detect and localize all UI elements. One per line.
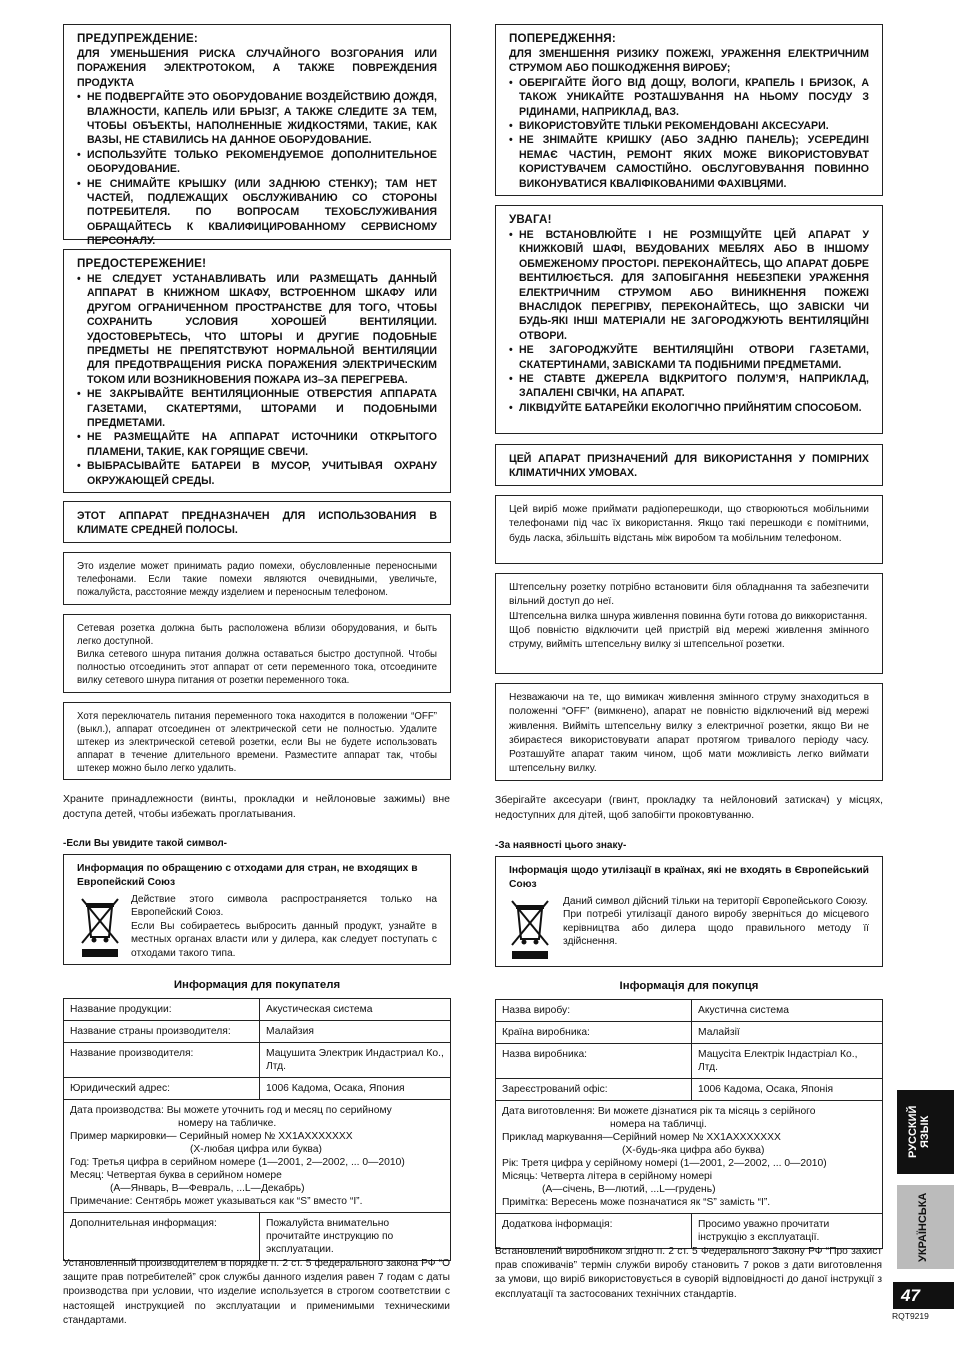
table-cell: 1006 Кадома, Осака, Япония — [260, 1078, 451, 1100]
date-line: (А—Январь, В—Февраль, ...L—Декабрь) — [110, 1183, 305, 1194]
page-number: 47 — [893, 1282, 954, 1309]
ru-warning-intro: ДЛЯ УМЕНЬШЕНИЯ РИСКА СЛУЧАЙНОГО ВОЗГОРАНИЯ ИЛИ ПОРАЖЕНИЯ ЭЛЕКТРОТОКОМ, А ТАКЖЕ ПОВРЕЖДЕНИЯ ПРОДУКТА — [77, 48, 437, 89]
date-line: Месяц: Четвертая буква в серийном номере — [70, 1170, 282, 1181]
date-line: Дата производства: Вы можете уточнить год и месяц по серийному — [70, 1105, 392, 1116]
ru-disposal-box — [63, 854, 451, 965]
date-line: (Х-любая цифра или буква) — [190, 1144, 322, 1155]
document-code: RQT9219 — [892, 1311, 929, 1321]
ua-socket-text-3: Щоб повністю відключити цей пристрій від мережі живлення змінного струму, вийміть штепсельну вилку зі штепсельної розетки. — [509, 624, 869, 651]
crossed-bin-icon — [508, 899, 552, 961]
ru-disposal-line-2: Если Вы собираетесь выбросить данный продукт, узнайте в местных органах власти или у дилера, как следует поступать с отходами такого типа. — [131, 920, 437, 959]
table-cell: Пожалуйста внимательно прочитайте инструкцию по эксплуатации. — [260, 1213, 451, 1261]
date-line: (А—січень, В—лютий, ...L—грудень) — [542, 1184, 716, 1195]
ru-customer-table — [63, 998, 451, 1261]
table-row — [64, 1100, 451, 1213]
ua-socket-text-2: Штепсельна вилка шнура живлення повинна бути готова до виккористання. — [509, 610, 868, 622]
ru-caution-title: ПРЕДОСТЕРЕЖЕНИЕ! — [77, 257, 207, 270]
table-cell: Малайзії — [692, 1022, 883, 1044]
ua-socket-box — [495, 573, 883, 674]
ru-disposal-title: Информация по обращению с отходами для стран, не входящих в Европейский Союз — [77, 863, 418, 888]
date-line: номера на табличці. — [610, 1119, 707, 1130]
language-tab-label: УКРАЇНСЬКА — [917, 1192, 929, 1262]
ru-caution-item: • НЕ ЗАКРЫВАЙТЕ ВЕНТИЛЯЦИОННЫЕ ОТВЕРСТИЯ АППАРАТА ГАЗЕТАМИ, СКАТЕРТЯМИ, ШТОРАМИ И ПОДОБНЫМИ ПРЕДМЕТАМИ. — [77, 387, 437, 430]
date-line: Примечание: Сентябрь может указываться как “S” вместо “I”. — [70, 1196, 363, 1207]
ru-radio-text: Это изделие может принимать радио помехи, обусловленные переносными телефонами. Если такие помехи являются очевидными, увеличьте, пожалуйста, расстояние между изделием и переносным телефоном. — [77, 561, 437, 598]
date-line: Пример маркировки— Серийный номер № XX1AXXXXXXX — [70, 1131, 353, 1142]
ua-switch-text: Незважаючи на те, що вимикач живлення змінного струму знаходиться в положенні “OFF” (вимкнено), апарат не повністю відключений від мережі живлення. Вийміть штепсельну вилку з електричної розетки, якщо Ви не збираєтеся використовувати апарат протягом тривалого періоду часу. Розташуйте апарат таким чином, щоб мати можливість легко виймати штепсельну вилку. — [509, 692, 869, 775]
table-cell: Название продукции: — [64, 999, 260, 1021]
ua-warning-title: ПОПЕРЕДЖЕННЯ: — [509, 32, 616, 45]
language-tab-ukrainian — [897, 1185, 954, 1269]
ru-caution-item: • НЕ РАЗМЕЩАЙТЕ НА АППАРАТ ИСТОЧНИКИ ОТКРЫТОГО ПЛАМЕНИ, ТАКИЕ, КАК ГОРЯЩИЕ СВЕЧИ. — [77, 430, 437, 459]
table-cell: Название страны производителя: — [64, 1021, 260, 1043]
table-cell-date — [64, 1100, 451, 1213]
date-line: номеру на табличке. — [178, 1118, 277, 1129]
table-cell: Акустична система — [692, 1000, 883, 1022]
ua-switch-box — [495, 683, 883, 781]
table-cell: Назва виробника: — [496, 1044, 692, 1079]
table-cell: Назва виробу: — [496, 1000, 692, 1022]
ua-disposal-line-1: Даний символ дійсний тільки на території Європейського Союзу. — [563, 896, 868, 907]
ua-warning-box — [495, 24, 883, 196]
table-cell: 1006 Кадома, Осака, Японія — [692, 1079, 883, 1101]
ru-caution-box — [63, 249, 451, 493]
ru-warning-title: ПРЕДУПРЕЖДЕНИЕ: — [77, 32, 198, 45]
ru-switch-box — [63, 702, 451, 780]
table-row — [496, 1101, 883, 1214]
ua-symbol-heading: -За наявності цього знаку- — [495, 840, 627, 851]
table-row — [496, 1022, 883, 1044]
table-row — [64, 1043, 451, 1078]
ru-socket-text-1: Сетевая розетка должна быть расположена вблизи оборудования, и быть легко доступной. — [77, 623, 437, 647]
table-cell: Юридический адрес: — [64, 1078, 260, 1100]
ua-caution-item: • НЕ ВСТАНОВЛЮЙТЕ І НЕ РОЗМІЩУЙТЕ ЦЕЙ АПАРАТ У КНИЖКОВІЙ ШАФІ, ВБУДОВАНИХ МЕБЛЯХ АБО В ІНШОМУ ОБМЕЖЕНОМУ ПРОСТОРІ. ПЕРЕКОНАЙТЕСЬ, ЩО АПАРАТ ДОБРЕ ВЕНТИЛЮЄТЬСЯ. ДЛЯ ЗАПОБІГАННЯ НЕБЕЗПЕКИ УРАЖЕННЯ ЕЛЕКТРИЧНИМ СТРУМОМ АБО ВИНИКНЕННЯ ПОЖЕЖІ ВНАСЛІДОК ПЕРЕГРІВУ, ПЕРЕКОНАЙТЕСЬ, ЩО ЗАВІСКИ ЧИ БУДЬ-ЯКІ ІНШІ МАТЕРІАЛИ НЕ ЗАГОРОДЖУЮТЬ ВЕНТИЛЯЦІЙНІ ОТВОРИ. — [509, 228, 869, 343]
table-cell: Малайзия — [260, 1021, 451, 1043]
ua-footer-text: Встановлений виробником згідно п. 2 ст. 5 Федерального Закону РФ “Про захист прав споживачів” термін служби виробу становить 7 роков з дати виготовлення за умови, що виріб використовується в суворій відповідності до даної інструкції з експлуатації та застосованих технічних стандартів. — [495, 1246, 882, 1300]
ua-radio-text: Цей виріб може приймати радіоперешкоди, що створюються мобільними телефонами під час їх використання. Якщо такі перешкоди є помітними, будь ласка, збільшіть відстань між виробом та мобільним телефоном. — [509, 504, 869, 544]
ua-warning-item: • ОБЕРІГАЙТЕ ЙОГО ВІД ДОЩУ, ВОЛОГИ, КРАПЕЛЬ І БРИЗОК, А ТАКОЖ УНИКАЙТЕ РОЗТАШУВАННЯ НА НЬОМУ ПОСУДУ З РІДИНАМИ, НАПРИКЛАД, ВАЗ. — [509, 76, 869, 119]
ua-caution-item: • ЛІКВІДУЙТЕ БАТАРЕЙКИ ЕКОЛОГІЧНО ПРИЙНЯТИМ СПОСОБОМ. — [509, 401, 869, 415]
ua-climate-box — [495, 444, 883, 486]
ua-warning-intro: ДЛЯ ЗМЕНШЕННЯ РИЗИКУ ПОЖЕЖІ, УРАЖЕННЯ ЕЛЕКТРИЧНИМ СТРУМОМ АБО ПОШКОДЖЕННЯ ВИРОБУ; — [509, 48, 869, 75]
table-row — [64, 1078, 451, 1100]
ua-climate-text: ЦЕЙ АПАРАТ ПРИЗНАЧЕНИЙ ДЛЯ ВИКОРИСТАННЯ У ПОМІРНИХ КЛІМАТИЧНИХ УМОВАХ. — [509, 453, 869, 480]
ru-disposal-line-1: Действие этого символа распространяется только на Европейский Союз. — [131, 894, 437, 919]
table-cell: Зареєстрований офіс: — [496, 1079, 692, 1101]
table-cell: Дополнительная информация: — [64, 1213, 260, 1261]
ru-climate-text: ЭТОТ АППАРАТ ПРЕДНАЗНАЧЕН ДЛЯ ИСПОЛЬЗОВАНИЯ В КЛИМАТЕ СРЕДНЕЙ ПОЛОСЫ. — [77, 510, 437, 537]
ua-disposal-line-2: При потребі утилізації даного виробу зверніться до місцевого керівництва або дилера щодо правильного методу її здійснення. — [563, 909, 869, 948]
ru-warning-item: • ИСПОЛЬЗУЙТЕ ТОЛЬКО РЕКОМЕНДУЕМОЕ ДОПОЛНИТЕЛЬНОЕ ОБОРУДОВАНИЕ. — [77, 148, 437, 177]
table-cell: Акустическая система — [260, 999, 451, 1021]
ua-caution-item: • НЕ ЗАГОРОДЖУЙТЕ ВЕНТИЛЯЦІЙНІ ОТВОРИ ГАЗЕТАМИ, СКАТЕРТИНАМИ, ЗАВІСКАМИ ТА ПОДІБНИМИ ПРЕДМЕТАМИ. — [509, 343, 869, 372]
date-line: Год: Третья цифра в серийном номере (1—2001, 2—2002, ... 0—2010) — [70, 1157, 405, 1168]
table-row — [496, 1079, 883, 1101]
table-cell: Название производителя: — [64, 1043, 260, 1078]
ru-climate-box — [63, 501, 451, 543]
ru-warning-item: • НЕ СНИМАЙТЕ КРЫШКУ (ИЛИ ЗАДНЮЮ СТЕНКУ); ТАМ НЕТ ЧАСТЕЙ, ПОДЛЕЖАЩИХ ОБСЛУЖИВАНИЮ СО СТОРОНЫ ПОТРЕБИТЕЛЯ. ПО ВОПРОСАМ ТЕХОБСЛУЖИВАНИЯ ОБРАЩАЙТЕСЬ К КВАЛИФИЦИРОВАННОМУ СЕРВИСНОМУ ПЕРСОНАЛУ. — [77, 177, 437, 249]
table-row — [64, 999, 451, 1021]
ua-radio-box — [495, 495, 883, 564]
ru-symbol-heading: -Если Вы увидите такой символ- — [63, 838, 227, 849]
table-row — [496, 1000, 883, 1022]
ru-socket-text-2: Вилка сетевого шнура питания должна оставаться быстро доступной. Чтобы полностью отсоединить этот аппарат от сети переменного тока, отсоедините вилку сетевого шнура питания от розетки переменного тока. — [77, 649, 437, 686]
table-cell-date — [496, 1101, 883, 1214]
table-cell: Мацушита Электрик Индастриал Ко., Лтд. — [260, 1043, 451, 1078]
table-row — [496, 1044, 883, 1079]
ru-warning-box — [63, 24, 451, 248]
ua-warning-item: • ВИКОРИСТОВУЙТЕ ТІЛЬКИ РЕКОМЕНДОВАНІ АКСЕСУАРИ. — [509, 119, 869, 133]
ua-accessories-text: Зберігайте аксесуари (гвинт, прокладку та нейлоновий затискач) у місцях, недоступних для дітей, щоб запобігти проковтуванню. — [495, 795, 883, 821]
ua-customer-table — [495, 999, 883, 1249]
ru-warning-item: • НЕ ПОДВЕРГАЙТЕ ЭТО ОБОРУДОВАНИЕ ВОЗДЕЙСТВИЮ ДОЖДЯ, ВЛАЖНОСТИ, КАПЕЛЬ ИЛИ БРЫЗГ, А ТАКЖЕ СЛЕДИТЕ ЗА ТЕМ, ЧТОБЫ ОБЪЕКТЫ, НАПОЛНЕННЫЕ ЖИДКОСТЯМИ, ТАКИЕ, КАК ВАЗЫ, НЕ СТАВИЛИСЬ НА ДАННОЕ ОБОРУДОВАНИЕ. — [77, 90, 437, 148]
date-line: Дата виготовлення: Ви можете дізнатися рік та місяць з серійного — [502, 1106, 816, 1117]
ua-caution-title: УВАГА! — [509, 213, 552, 226]
ua-disposal-box — [495, 856, 883, 967]
language-tab-label: РУССКИЙ ЯЗЫК — [907, 1105, 931, 1159]
ru-caution-item: • НЕ СЛЕДУЕТ УСТАНАВЛИВАТЬ ИЛИ РАЗМЕЩАТЬ ДАННЫЙ АППАРАТ В КНИЖНОМ ШКАФУ, ВСТРОЕННОМ ШКАФУ ИЛИ ДРУГОМ ОГРАНИЧЕННОМ ПРОСТРАНСТВЕ ДЛЯ ТОГО, ЧТОБЫ СОХРАНИТЬ УСЛОВИЯ ХОРОШЕЙ ВЕНТИЛЯЦИИ. УДОСТОВЕРЬТЕСЬ, ЧТО ШТОРЫ И ДРУГИЕ ПОДОБНЫЕ ПРЕДМЕТЫ НЕ ПРЕПЯТСТВУЮТ НОРМАЛЬНОЙ ВЕНТИЛЯЦИИ ДЛЯ ПРЕДОТВРАЩЕНИЯ РИСКА ПОРАЖЕНИЯ ЭЛЕКТРИЧЕСКИМ ТОКОМ ИЛИ ВОЗНИКНОВЕНИЯ ПОЖАРА ИЗ–ЗА ПЕРЕГРЕВА. — [77, 272, 437, 387]
table-cell: Додаткова інформація: — [496, 1214, 692, 1249]
ru-accessories-text: Храните принадлежности (винты, прокладки и нейлоновые зажимы) вне доступа детей, чтобы избежать проглатывания. — [63, 793, 450, 820]
date-line: Приклад маркування—Серійний номер № XX1AXXXXXXX — [502, 1132, 781, 1143]
ua-disposal-title: Інформація щодо утилізації в країнах, які не входять в Європейський Союз — [509, 865, 869, 890]
language-tab-russian — [897, 1090, 954, 1174]
ru-radio-box — [63, 552, 451, 605]
ru-footer-text: Установленный производителем в порядке п. 2 ст. 5 федерального закона РФ “О защите прав потребителей” срок службы данного изделия равен 7 годам с даты производства при условии, что изделие используется в строгом соответствии с настоящей инструкцией по эксплуатации и применимыми техническими стандартами. — [63, 1258, 450, 1326]
crossed-bin-icon — [78, 897, 122, 959]
ru-customer-title: Информация для покупателя — [173, 979, 341, 991]
table-row — [64, 1213, 451, 1261]
ru-socket-box — [63, 614, 451, 693]
table-cell: Просимо уважно прочитати інструкцію з експлуатації. — [692, 1214, 883, 1249]
table-cell: Країна виробника: — [496, 1022, 692, 1044]
ua-socket-text-1: Штепсельну розетку потрібно встановити біля обладнання та забезпечити вільний доступ до неї. — [509, 582, 869, 608]
table-cell: Мацусіта Електрік Індастріал Ко., Лтд. — [692, 1044, 883, 1079]
date-line: Місяць: Четверта літера в серійному номері — [502, 1171, 713, 1182]
date-line: (Х-будь-яка цифра або буква) — [622, 1145, 765, 1156]
ua-caution-box — [495, 205, 883, 434]
ua-customer-title: Інформація для покупця — [619, 980, 759, 992]
ru-switch-text: Хотя переключатель питания переменного тока находится в положении “OFF” (выкл.), аппарат отсоединен от электрической сети не полностью. Удалите штекер из электрической сетевой розетки, если Вы не будете использовать аппарат в течение длительного времени. Разместите аппарат так, чтобы штекер можно было легко удалить. — [77, 711, 437, 774]
ru-caution-item: • ВЫБРАСЫВАЙТЕ БАТАРЕИ В МУСОР, УЧИТЫВАЯ ОХРАНУ ОКРУЖАЮЩЕЙ СРЕДЫ. — [77, 459, 437, 488]
ua-caution-item: • НЕ СТАВТЕ ДЖЕРЕЛА ВІДКРИТОГО ПОЛУМ’Я, НАПРИКЛАД, ЗАПАЛЕНІ СВІЧКИ, НА АПАРАТ. — [509, 372, 869, 401]
ua-warning-item: • НЕ ЗНІМАЙТЕ КРИШКУ (АБО ЗАДНЮ ПАНЕЛЬ); УСЕРЕДИНІ НЕМАЄ ЧАСТИН, РЕМОНТ ЯКИХ МОЖЕ ВИКОРИСТОВУВАТ КОРИСТУВАЧЕМ САМОСТІЙНО. ОБСЛУГОВУВАННЯ ПОВИННО ВИКОНУВАТИСЯ КВАЛІФІКОВАНИМИ ФАХІВЦЯМИ. — [509, 133, 869, 191]
date-line: Рік: Третя цифра у серійному номері (1—2001, 2—2002, ... 0—2010) — [502, 1158, 827, 1169]
date-line: Примітка: Вересень може позначатися як “S” замість “I”. — [502, 1197, 771, 1208]
table-row — [64, 1021, 451, 1043]
table-row — [496, 1214, 883, 1249]
